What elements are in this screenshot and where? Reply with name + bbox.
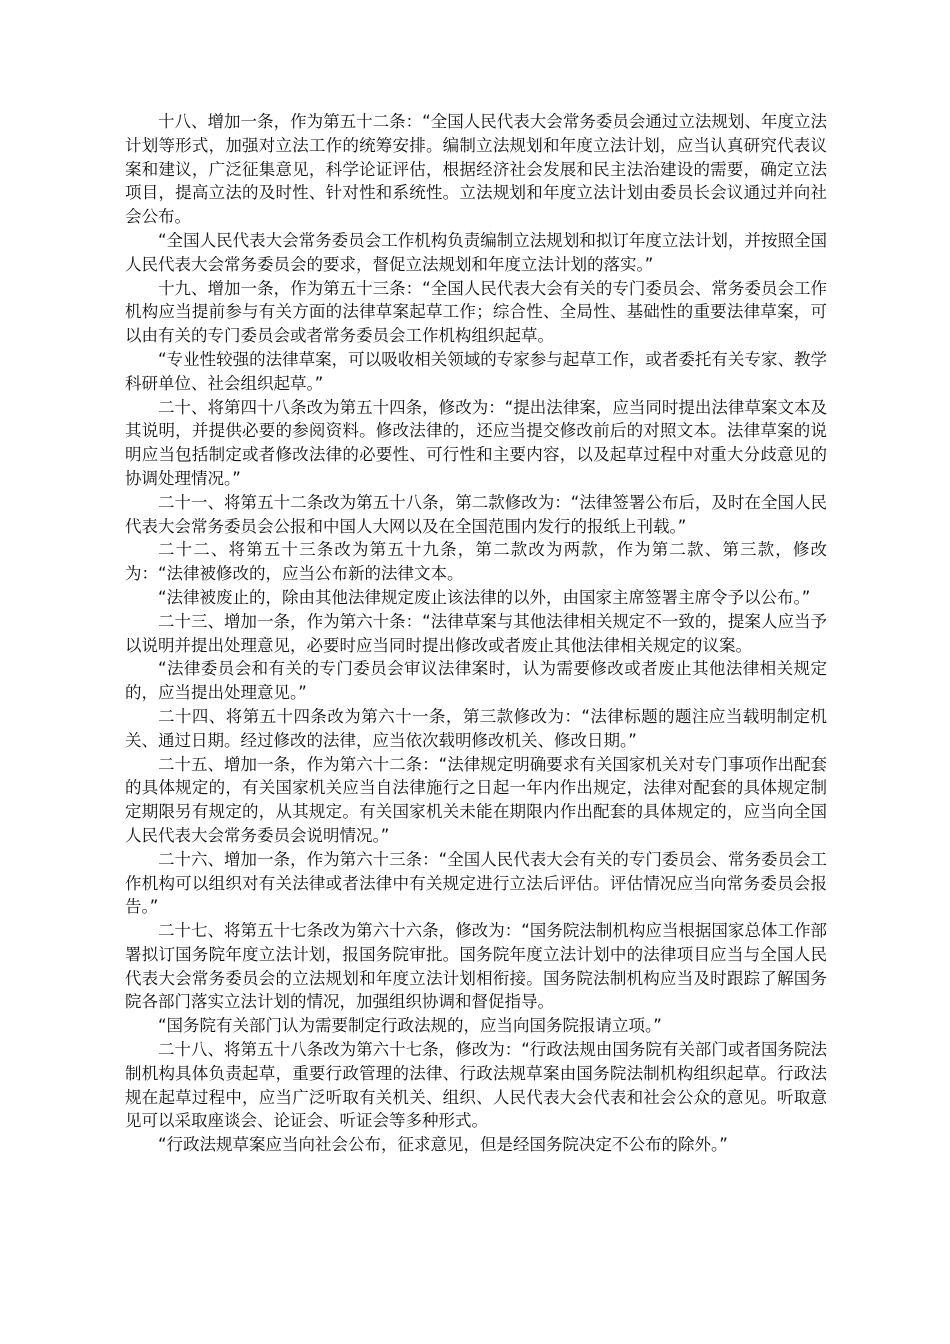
paragraph-19: 十九、增加一条，作为第五十三条：“全国人民代表大会有关的专门委员会、常务委员会工作机构应当提前参与有关方面的法律草案起草工作；综合性、全局性、基础性的重要法律草案，可以由有关的专门委员会或者常务委员会工作机构组织起草。 <box>125 278 827 346</box>
paragraph-21: 二十一、将第五十二条改为第五十八条，第二款修改为：“法律签署公布后，及时在全国人民代表大会常务委员会公报和中国人大网以及在全国范围内发行的报纸上刊载。” <box>125 492 827 536</box>
paragraph-23: 二十三、增加一条，作为第六十条：“法律草案与其他法律相关规定不一致的，提案人应当予以说明并提出处理意见，必要时应当同时提出修改或者废止其他法律相关规定的议案。 <box>125 611 827 655</box>
paragraph-18-cont: “全国人民代表大会常务委员会工作机构负责编制立法规划和拟订年度立法计划，并按照全国人民代表大会常务委员会的要求，督促立法规划和年度立法计划的落实。” <box>125 230 827 274</box>
document-body <box>125 110 827 1157</box>
paragraph-18: 十八、增加一条，作为第五十二条：“全国人民代表大会常务委员会通过立法规划、年度立法计划等形式，加强对立法工作的统筹安排。编制立法规划和年度立法计划，应当认真研究代表议案和建议，广泛征集意见，科学论证评估，根据经济社会发展和民主法治建设的需要，确定立法项目，提高立法的及时性、针对性和系统性。立法规划和年度立法计划由委员长会议通过并向社会公布。 <box>125 112 827 227</box>
paragraph-28: 二十八、将第五十八条改为第六十七条，修改为：“行政法规由国务院有关部门或者国务院法制机构具体负责起草，重要行政管理的法律、行政法规草案由国务院法制机构组织起草。行政法规在起草过程中，应当广泛听取有关机关、组织、人民代表大会代表和社会公众的意见。听取意见可以采取座谈会、论证会、听证会等多种形式。 <box>125 1040 827 1131</box>
paragraph-22-cont: “法律被废止的，除由其他法律规定废止该法律的以外，由国家主席签署主席令予以公布。” <box>158 587 811 607</box>
paragraph-23-cont: “法律委员会和有关的专门委员会审议法律案时，认为需要修改或者废止其他法律相关规定的，应当提出处理意见。” <box>125 659 827 703</box>
paragraph-27-cont: “国务院有关部门认为需要制定行政法规的，应当向国务院报请立项。” <box>158 1016 662 1036</box>
paragraph-28-cont: “行政法规草案应当向社会公布，征求意见，但是经国务院决定不公布的除外。” <box>158 1135 728 1155</box>
paragraph-20: 二十、将第四十八条改为第五十四条，修改为：“提出法律案，应当同时提出法律草案文本及其说明，并提供必要的参阅资料。修改法律的，还应当提交修改前后的对照文本。法律草案的说明应当包括制定或者修改法律的必要性、可行性和主要内容，以及起草过程中对重大分歧意见的协调处理情况。” <box>125 397 827 488</box>
paragraph-19-cont: “专业性较强的法律草案，可以吸收相关领域的专家参与起草工作，或者委托有关专家、教学科研单位、社会组织起草。” <box>125 349 827 393</box>
paragraph-25: 二十五、增加一条，作为第六十二条：“法律规定明确要求有关国家机关对专门事项作出配套的具体规定的，有关国家机关应当自法律施行之日起一年内作出规定，法律对配套的具体规定制定期限另有规定的，从其规定。有关国家机关未能在期限内作出配套的具体规定的，应当向全国人民代表大会常务委员会说明情况。” <box>125 754 827 845</box>
paragraph-26: 二十六、增加一条，作为第六十三条：“全国人民代表大会有关的专门委员会、常务委员会工作机构可以组织对有关法律或者法律中有关规定进行立法后评估。评估情况应当向常务委员会报告。” <box>125 849 827 917</box>
paragraph-24: 二十四、将第五十四条改为第六十一条，第三款修改为：“法律标题的题注应当载明制定机关、通过日期。经过修改的法律，应当依次载明修改机关、修改日期。” <box>125 706 827 750</box>
paragraph-22: 二十二、将第五十三条改为第五十九条，第二款改为两款，作为第二款、第三款，修改为：“法律被修改的，应当公布新的法律文本。 <box>125 540 827 584</box>
paragraph-27: 二十七、将第五十七条改为第六十六条，修改为：“国务院法制机构应当根据国家总体工作部署拟订国务院年度立法计划，报国务院审批。国务院年度立法计划中的法律项目应当与全国人民代表大会常务委员会的立法规划和年度立法计划相衔接。国务院法制机构应当及时跟踪了解国务院各部门落实立法计划的情况，加强组织协调和督促指导。 <box>125 921 827 1012</box>
